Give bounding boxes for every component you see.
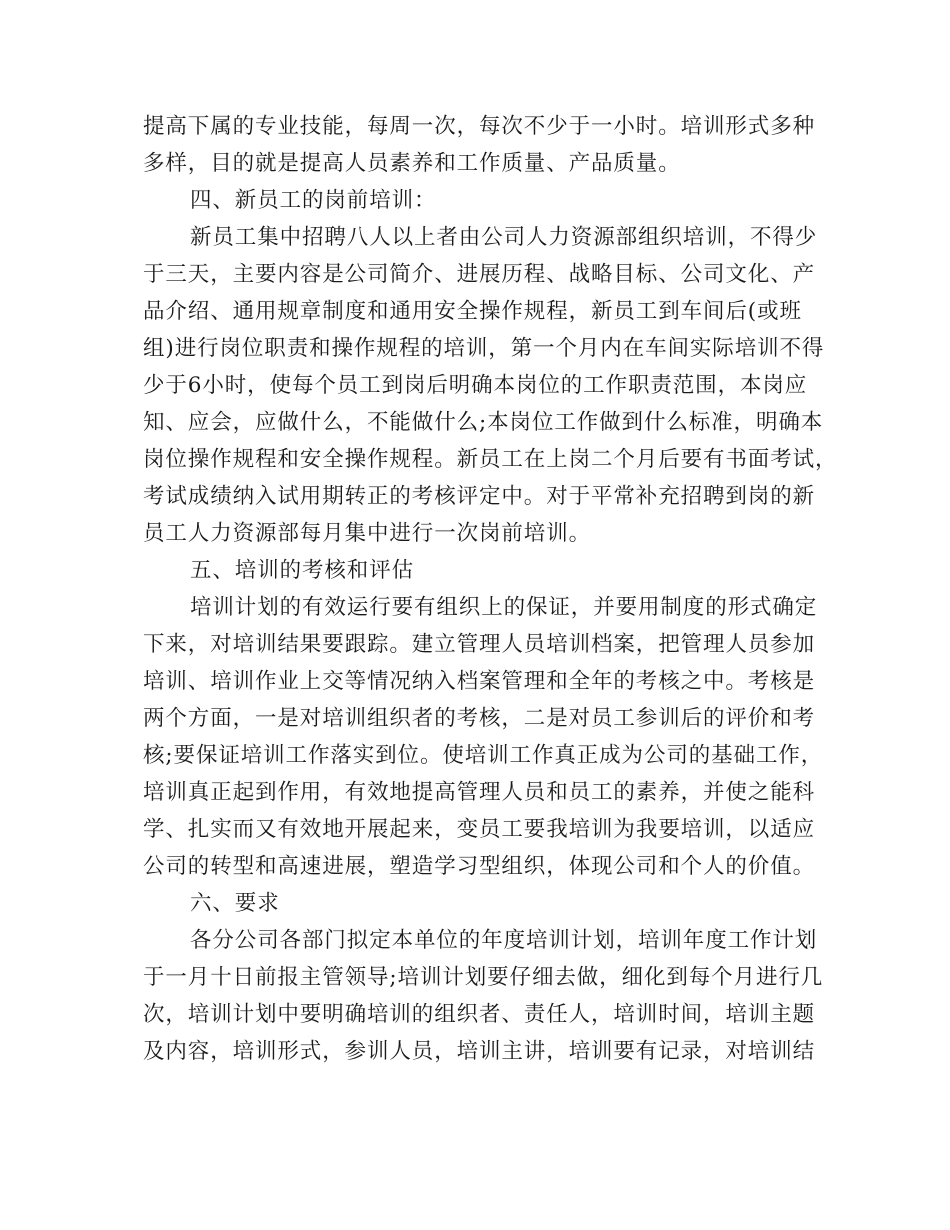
body-text-line: 新员工集中招聘八人以上者由公司人力资源部组织培训，不得少 <box>190 225 818 250</box>
section-heading-4: 四、新员工的岗前培训： <box>190 188 437 213</box>
body-text-line: 两个方面，一是对培训组织者的考核，二是对员工参训后的评价和考 <box>143 706 816 731</box>
section-heading-6: 六、要求 <box>190 891 280 916</box>
body-text-line: 及内容，培训形式，参训人员，培训主讲，培训要有记录，对培训结 <box>143 1039 816 1064</box>
body-text-line: 于三天，主要内容是公司简介、进展历程、战略目标、公司文化、产 <box>143 262 816 287</box>
body-text-line: 核;要保证培训工作落实到位。使培训工作真正成为公司的基础工作， <box>143 743 824 768</box>
body-text-line: 知、应会，应做什么，不能做什么;本岗位工作做到什么标准，明确本 <box>143 410 824 435</box>
body-text-line: 培训计划的有效运行要有组织上的保证，并要用制度的形式确定 <box>190 595 818 620</box>
body-text-line: 品介绍、通用规章制度和通用安全操作规程，新员工到车间后(或班 <box>143 299 802 324</box>
body-text-line: 公司的转型和高速进展，塑造学习型组织，体现公司和个人的价值。 <box>143 854 816 879</box>
body-text-line: 下来，对培训结果要跟踪。建立管理人员培训档案，把管理人员参加 <box>143 632 816 657</box>
body-text-line: 岗位操作规程和安全操作规程。新员工在上岗二个月后要有书面考试， <box>143 447 838 472</box>
body-text-line: 多样，目的就是提高人员素养和工作质量、产品质量。 <box>143 151 681 176</box>
section-heading-5: 五、培训的考核和评估 <box>190 558 415 583</box>
body-text-line: 组)进行岗位职责和操作规程的培训，第一个月内在车间实际培训不得 <box>143 336 825 361</box>
body-text-line: 培训、培训作业上交等情况纳入档案管理和全年的考核之中。考核是 <box>143 669 816 694</box>
body-text-line: 培训真正起到作用，有效地提高管理人员和员工的素养，并使之能科 <box>143 780 816 805</box>
body-text-line: 各分公司各部门拟定本单位的年度培训计划，培训年度工作计划 <box>190 928 818 953</box>
body-text-line: 考试成绩纳入试用期转正的考核评定中。对于平常补充招聘到岗的新 <box>143 484 816 509</box>
body-text-line: 少于6小时，使每个员工到岗后明确本岗位的工作职责范围，本岗应 <box>143 373 808 398</box>
body-text-line: 于一月十日前报主管领导;培训计划要仔细去做，细化到每个月进行几 <box>143 965 824 990</box>
body-text-line: 员工人力资源部每月集中进行一次岗前培训。 <box>143 521 592 546</box>
body-text-line: 提高下属的专业技能，每周一次，每次不少于一小时。培训形式多种 <box>143 114 816 139</box>
body-text-line: 次，培训计划中要明确培训的组织者、责任人，培训时间，培训主题 <box>143 1002 816 1027</box>
body-text-line: 学、扎实而又有效地开展起来，变员工要我培训为我要培训，以适应 <box>143 817 816 842</box>
